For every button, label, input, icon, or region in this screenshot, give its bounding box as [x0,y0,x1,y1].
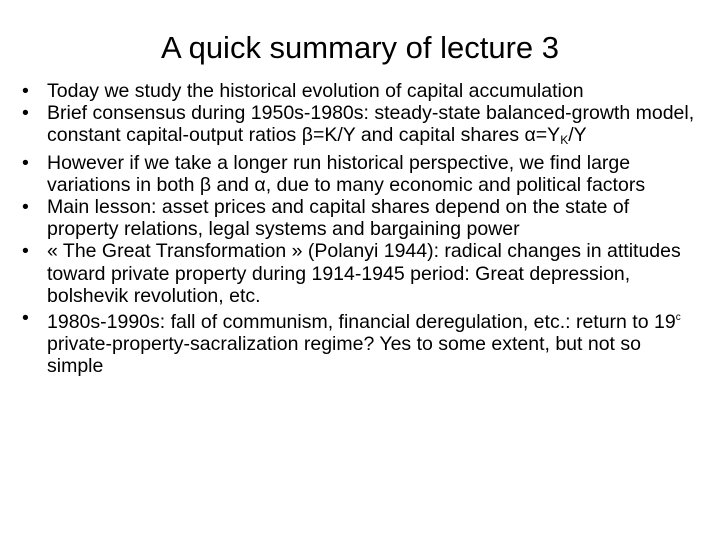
superscript-c: c [675,312,681,324]
bullet-item-long-run [22,152,702,196]
bullet-text-end: /Y [568,124,587,147]
bullet-text-end: private-property-sacralization regime? Yes to some extent, but not so simple [47,333,641,378]
bullet-item-main-lesson [22,196,702,240]
bullet-item-today [22,80,702,102]
bullet-dot-icon: • [22,240,29,263]
bullet-text: However if we take a longer run historical perspective, we find large variations in both β and α, due to many economic and political factors [47,151,646,196]
bullet-item-1980s-1990s [22,307,702,378]
bullet-text: Brief consensus during 1950s-1980s: steady-state balanced-growth model, constant capital-output ratios β=K/Y and capital shares α=Y [47,102,695,147]
bullet-dot-icon: • [22,151,29,174]
bullet-text: Today we study the historical evolution of capital accumulation [47,80,584,102]
bullet-text: 1980s-1990s: fall of communism, financial deregulation, etc.: return to 19 [47,311,676,334]
subscript-k: K [560,133,569,148]
bullet-item-great-transformation [22,240,702,307]
slide-title: A quick summary of lecture 3 [161,30,559,65]
bullet-dot-icon: • [22,80,29,102]
bullet-dot-icon: • [22,102,29,125]
bullet-text: « The Great Transformation » (Polanyi 1944): radical changes in attitudes toward private property during 1914-1945 period: Great depression, bolshevik revolution, etc. [47,240,681,307]
bullet-list [22,80,702,378]
bullet-item-consensus [22,102,702,151]
bullet-dot-icon: • [22,196,29,219]
bullet-text: Main lesson: asset prices and capital shares depend on the state of property relations, legal systems and bargaining power [47,196,630,241]
bullet-dot-icon: • [22,307,29,330]
